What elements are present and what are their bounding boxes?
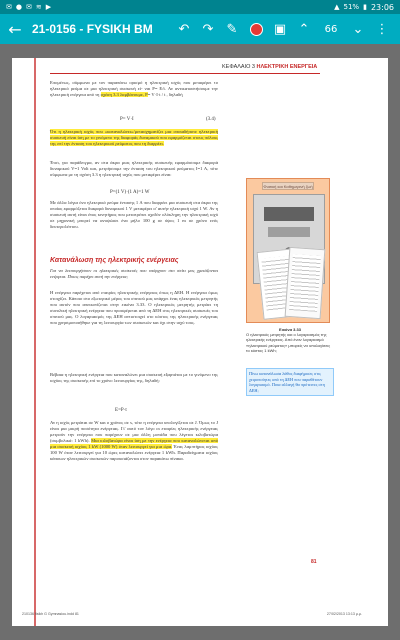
redo-icon[interactable]: ↷ [202, 21, 214, 37]
paragraph-5: Για να λειτουργήσουν οι ηλεκτρικές συσκευές που υπάρχουν στο σπίτι μας χρειάζονται ενέργεια. Ποιος παρέχει αυτή την ενέργεια; [50, 268, 218, 279]
paragraph-8 [50, 420, 218, 462]
paragraph-1-highlight: σχέση 3.3 λαμβάνουμε, P [100, 92, 148, 97]
figure-caption [246, 327, 334, 353]
caption-title: Εικόνα 3.33 [279, 327, 301, 332]
header-divider [50, 73, 320, 74]
image-icon[interactable]: ▣ [273, 21, 287, 37]
formula-example [110, 190, 149, 195]
back-arrow-icon[interactable]: ← [8, 19, 22, 39]
app-bar [0, 14, 400, 44]
electricity-bill-image-2 [285, 247, 326, 319]
page-footer-number: 81 [311, 559, 317, 565]
caption-text: Ο ηλεκτρικός μετρητής και ο λογαριασμός της ηλεκτρικής ενέργειας. Από έναν λογαριασμό «ηλεκτρικού ρεύματος» μπορείς να υπολογίσεις το κόστος 1 kWh; [246, 332, 331, 353]
formula-2-lhs: P [110, 190, 113, 195]
paragraph-2-highlight: Ότι η ηλεκτρική ισχύς που «καταναλώνει»/μετασχηματίζει μια οποιαδήποτε ηλεκτρική συσκευή είναι ίση με το γινόμενο της διαφοράς δυναμικού που εφαρμόζεται στους πόλους της επί την ένταση του ηλεκτρικού ρεύματος που τη διαρρέει. [50, 129, 218, 146]
battery-icon: ▮ [363, 3, 367, 11]
red-color-swatch [250, 23, 263, 36]
more-options-icon[interactable]: ⋮ [375, 21, 389, 37]
chapter-title: ΗΛΕΚΤΡΙΚΗ ΕΝΕΡΓΕΙΑ [256, 64, 318, 70]
meter-counter [268, 227, 310, 237]
pen-icon[interactable]: ✎ [226, 21, 238, 37]
paragraph-8-highlight: Μια κιλοβατώρα είναι ίση με την ενέργεια που καταναλώνεται από μια συσκευή ισχύος 1 kW (1000 W) όταν λειτουργεί για μια ώρα. [50, 438, 218, 449]
paragraph-2 [50, 129, 218, 147]
document-title: 21-0156 - FYSIKH BM [32, 22, 153, 36]
bill-lines [289, 254, 321, 312]
paragraph-6: Η ενέργεια παρέχεται από εταιρίες ηλεκτρικής ενέργειας όπως η ΔΕΗ. Η ενέργεια όμως στοιχίζει. Κάποιο στο εξωτερικό μέρος του σπιτιού μας υπάρχει ένας ηλεκτρικός μετρητής που αυτόν που απεικονίζεται στην εικόνα 3.33. Ο ηλεκτρικός μετρητής μετράει τη συνολική ηλεκτρική ενέργεια που προσφέρεται από τη ΔΕΗ στις ηλεκτρικές συσκευές του σπιτιού μας. Ο λογαριασμός της ΔΕΗ αντιστοιχεί στο κόστος της ηλεκτρικής ενέργειας που χρησιμοποιήθηκε για τη λειτουργία των συσκευών και όχι στην ισχύ τους. [50, 290, 218, 325]
notification-icon: ● [15, 3, 22, 11]
paragraph-7: Βέβαια η ηλεκτρική ενέργεια που καταναλώνει μια συσκευή εξαρτάται με το γινόμενο της ισχύος της συσκευής επί το χρόνο λειτουργίας της, δηλαδή: [50, 372, 218, 383]
paragraph-3: Έτσι, για παράδειγμα, αν στα άκρα μιας ηλεκτρικής συσκευής εφαρμόσουμε διαφορά δυναμικού V=1 Volt και, μετρήσουμε την ένταση του ηλεκτρικού ρεύματος I=1 A, τότε σύμφωνα με τη σχέση 3.3 η ηλεκτρική ισχύς που μεταφέρει είναι: [50, 160, 218, 177]
paragraph-8-text-end: Ένας λαμπτήρας ισχύος 100 W όταν λειτουργεί για 10 ώρες καταναλώνει ενέργεια 1 kWh. Παραδείγματα ισχύος κάποιων ηλεκτρικών συσκευών παρουσιάζονται στον παρακάτω πίνακα. [50, 444, 218, 461]
signal-icon: ▲ [334, 3, 340, 11]
figure-label: Φυσική και Καθημερινή ζωή [263, 183, 313, 189]
wifi-icon: ≋ [35, 3, 42, 11]
status-icons-left [6, 3, 334, 11]
equation-number: (3.4) [206, 117, 216, 122]
formula-power [120, 117, 134, 122]
page-up-icon[interactable]: ⌃ [298, 21, 310, 37]
battery-level: 51% [343, 3, 360, 11]
clock: 23:06 [370, 2, 394, 12]
paragraph-1-energy-relation: = E/t. Αν αντικαταστήσουμε την ηλεκτρική ενέργεια από τη [50, 86, 218, 97]
paragraph-1 [50, 80, 218, 98]
status-bar [0, 0, 400, 14]
undo-icon[interactable]: ↶ [178, 21, 190, 37]
handwritten-note: Πίνω κατανάλωσα λάθος διαφήμισες στις χειροποίητες από τη ΔΕΗ που παραθέτουν λογαριασμό. Ποια αλλαγή θα πρότεινες στη ΔΕΗ; [246, 368, 334, 396]
page-down-icon[interactable]: ⌄ [352, 21, 364, 37]
formula-1-rhs: = V·I [122, 117, 134, 122]
color-picker-button[interactable] [244, 17, 268, 41]
footer-date: 27/02/2013 13:13 μ.μ. [326, 612, 362, 616]
paragraph-8-text: Αν η ισχύς μετράται σε W και ο χρόνος σε s, τότε η ενέργεια υπολογίζεται σε J. Όμως το J είναι μια μικρή ποσότητα ενέργειας. Γι' αυτό τον λόγο οι εταιρίες ηλεκτρικής ενέργειας μετρούν την ενέργεια που παρέχουν σε μια άλλη μονάδα που λέγεται κιλοβατώρα (συμβολικά: 1 kWh). [50, 420, 218, 443]
paragraph-1-formula: = V·I·t / t , δηλαδή [147, 92, 183, 97]
print-footer [22, 612, 362, 616]
status-icons-right [334, 3, 394, 12]
footer-file: 210136 fisikh G Gymnasiou.indd 81 [22, 612, 79, 616]
paragraph-1-power: ναι P [144, 86, 155, 91]
formula-2-rhs: =(1 V)·(1 A)=1 W [112, 190, 150, 195]
formula-3-rhs: =P·t [118, 408, 127, 413]
mail-icon: ✉ [25, 3, 32, 11]
formula-1-lhs: P [120, 117, 123, 122]
chapter-number: ΚΕΦΑΛΑΙΟ 3 [222, 64, 255, 70]
paragraph-1-text: Επομένως, σύμφωνα με τον παραπάνω ορισμό η ηλεκτρική ισχύς που μεταφέρει το ηλεκτρικό ρεύμα σε μια ηλεκτρική συσκευή εί- [50, 80, 218, 91]
play-icon: ▶ [45, 3, 52, 11]
section-title: Κατανάλωση της ηλεκτρικής ενέργειας [50, 257, 179, 264]
meter-display [264, 207, 314, 221]
formula-energy [115, 408, 127, 413]
paragraph-4: Με άλλα λόγια όνο ηλεκτρικό ρεύμα έντασης 1 A που διαρρέει μια συσκευή στα άκρα της οποίας εφαρμόζεται διαφορά δυναμικού 1 V μεταφέρει σ' αυτήν ηλεκτρική ισχύ 1 W. Αν η συσκευή αυτή είναι ένας κινητήρας που μετατρέπει σχεδόν ολόκληρη την ηλεκτρική ισχύ σε μηχανική μπορεί να ανυψώσει ένα μήλο 100 g σε ύψος 1 m σε χρόνο ενός δευτερολέπτου. [50, 200, 218, 229]
envelope-icon: ✉ [6, 3, 12, 11]
formula-3-lhs: E [115, 408, 119, 413]
margin-line [34, 58, 36, 626]
chapter-header [222, 64, 317, 70]
page-number[interactable]: 66 [324, 23, 338, 35]
